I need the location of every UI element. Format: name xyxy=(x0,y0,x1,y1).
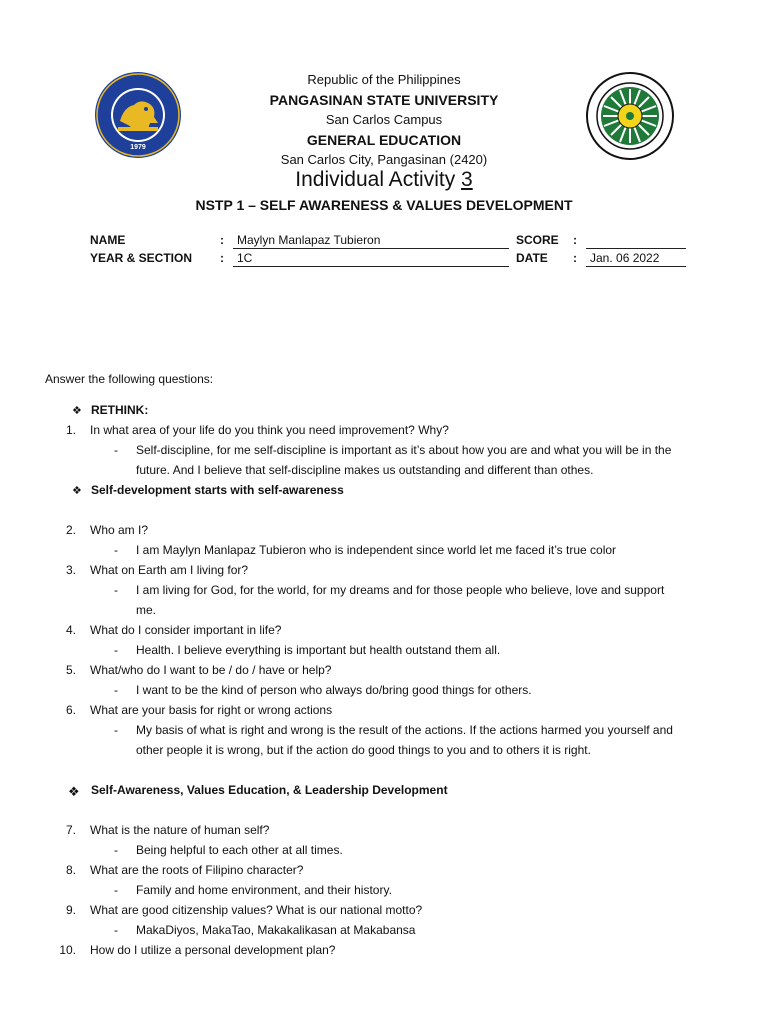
question-number: 8. xyxy=(65,863,76,877)
year-section-field[interactable]: 1C xyxy=(233,251,509,267)
score-field[interactable] xyxy=(586,233,686,249)
question-number: 5. xyxy=(65,663,76,677)
answer-dash: - xyxy=(114,843,118,857)
course-subtitle: NSTP 1 – SELF AWARENESS & VALUES DEVELOPMENT xyxy=(195,197,573,213)
answer-6-line-1: My basis of what is right and wrong is the result of the actions. If the actions harmed you yourself and xyxy=(136,723,673,737)
diamond-bullet-icon: ❖ xyxy=(72,485,82,497)
colon: : xyxy=(573,251,577,265)
answer-8: Family and home environment, and their history. xyxy=(136,883,392,897)
answer-2: I am Maylyn Manlapaz Tubieron who is independent since world let me faced it’s true color xyxy=(136,543,617,557)
question-number: 7. xyxy=(65,823,76,837)
answer-4: Health. I believe everything is important but health outstand them all. xyxy=(136,643,501,657)
answer-dash: - xyxy=(114,643,118,657)
answer-dash: - xyxy=(114,443,118,457)
question-8: What are the roots of Filipino character? xyxy=(90,863,304,877)
city-line: San Carlos City, Pangasinan (2420) xyxy=(280,152,488,167)
answer-dash: - xyxy=(114,723,118,737)
question-5: What/who do I want to be / do / have or help? xyxy=(90,663,332,677)
year-section-label: YEAR & SECTION xyxy=(90,251,193,265)
score-label: SCORE xyxy=(516,233,559,247)
university-name: PANGASINAN STATE UNIVERSITY xyxy=(269,92,499,108)
diamond-bullet-icon: ❖ xyxy=(72,405,82,417)
section-heading-rethink: RETHINK: xyxy=(91,403,149,417)
instructions: Answer the following questions: xyxy=(45,372,214,386)
diamond-bullet-icon: ❖ xyxy=(68,784,80,799)
date-label: DATE xyxy=(516,251,548,265)
name-field[interactable]: Maylyn Manlapaz Tubieron xyxy=(233,233,509,249)
question-number: 3. xyxy=(65,563,76,577)
campus-name: San Carlos Campus xyxy=(325,112,443,127)
question-6: What are your basis for right or wrong actions xyxy=(90,703,333,717)
department-name: GENERAL EDUCATION xyxy=(306,132,462,148)
answer-7: Being helpful to each other at all times. xyxy=(136,843,343,857)
answer-dash: - xyxy=(114,923,118,937)
document-header xyxy=(0,70,768,170)
question-number: 10. xyxy=(59,943,76,957)
question-10: How do I utilize a personal development plan? xyxy=(90,943,336,957)
question-number: 1. xyxy=(65,423,76,437)
answer-dash: - xyxy=(114,883,118,897)
question-number: 9. xyxy=(65,903,76,917)
answer-3-line-1: I am living for God, for the world, for my dreams and for those people who believe, love and support xyxy=(136,583,665,597)
answer-dash: - xyxy=(114,543,118,557)
colon: : xyxy=(220,251,224,265)
seal-left-year: 1979 xyxy=(130,144,146,151)
answer-9: MakaDiyos, MakaTao, Makakalikasan at Makabansa xyxy=(136,923,416,937)
colon: : xyxy=(220,233,224,247)
question-9: What are good citizenship values? What is our national motto? xyxy=(90,903,423,917)
answer-dash: - xyxy=(114,583,118,597)
question-number: 4. xyxy=(65,623,76,637)
answer-1-line-1: Self-discipline, for me self-discipline is important as it’s about how you are and what you will be in the xyxy=(136,443,672,457)
question-3: What on Earth am I living for? xyxy=(90,563,249,577)
question-4: What do I consider important in life? xyxy=(90,623,282,637)
section-heading-self-development: Self-development starts with self-awareness xyxy=(91,483,344,497)
question-7: What is the nature of human self? xyxy=(90,823,270,837)
activity-number: 3 xyxy=(461,168,473,191)
section-heading-values-education: Self-Awareness, Values Education, & Leadership Development xyxy=(91,783,448,797)
answer-dash: - xyxy=(114,683,118,697)
question-number: 2. xyxy=(65,523,76,537)
activity-title xyxy=(0,168,768,192)
answer-1-line-2: future. And I believe that self-discipline makes us outstanding and different than othes. xyxy=(136,463,594,477)
name-label: NAME xyxy=(90,233,126,247)
question-1: In what area of your life do you think you need improvement? Why? xyxy=(90,423,449,437)
date-field[interactable]: Jan. 06 2022 xyxy=(586,251,686,267)
activity-title-prefix: Individual Activity xyxy=(295,168,462,191)
colon: : xyxy=(573,233,577,247)
republic-line: Republic of the Philippines xyxy=(307,72,461,87)
question-number: 6. xyxy=(65,703,76,717)
answer-6-line-2: other people it is wrong, but if the action do good things to you and to others it is right. xyxy=(136,743,591,757)
question-2: Who am I? xyxy=(90,523,149,537)
info-row-year xyxy=(90,251,690,269)
answer-5: I want to be the kind of person who always do/bring good things for others. xyxy=(136,683,532,697)
info-row-name xyxy=(90,233,690,251)
answer-3-line-2: me. xyxy=(136,603,157,617)
